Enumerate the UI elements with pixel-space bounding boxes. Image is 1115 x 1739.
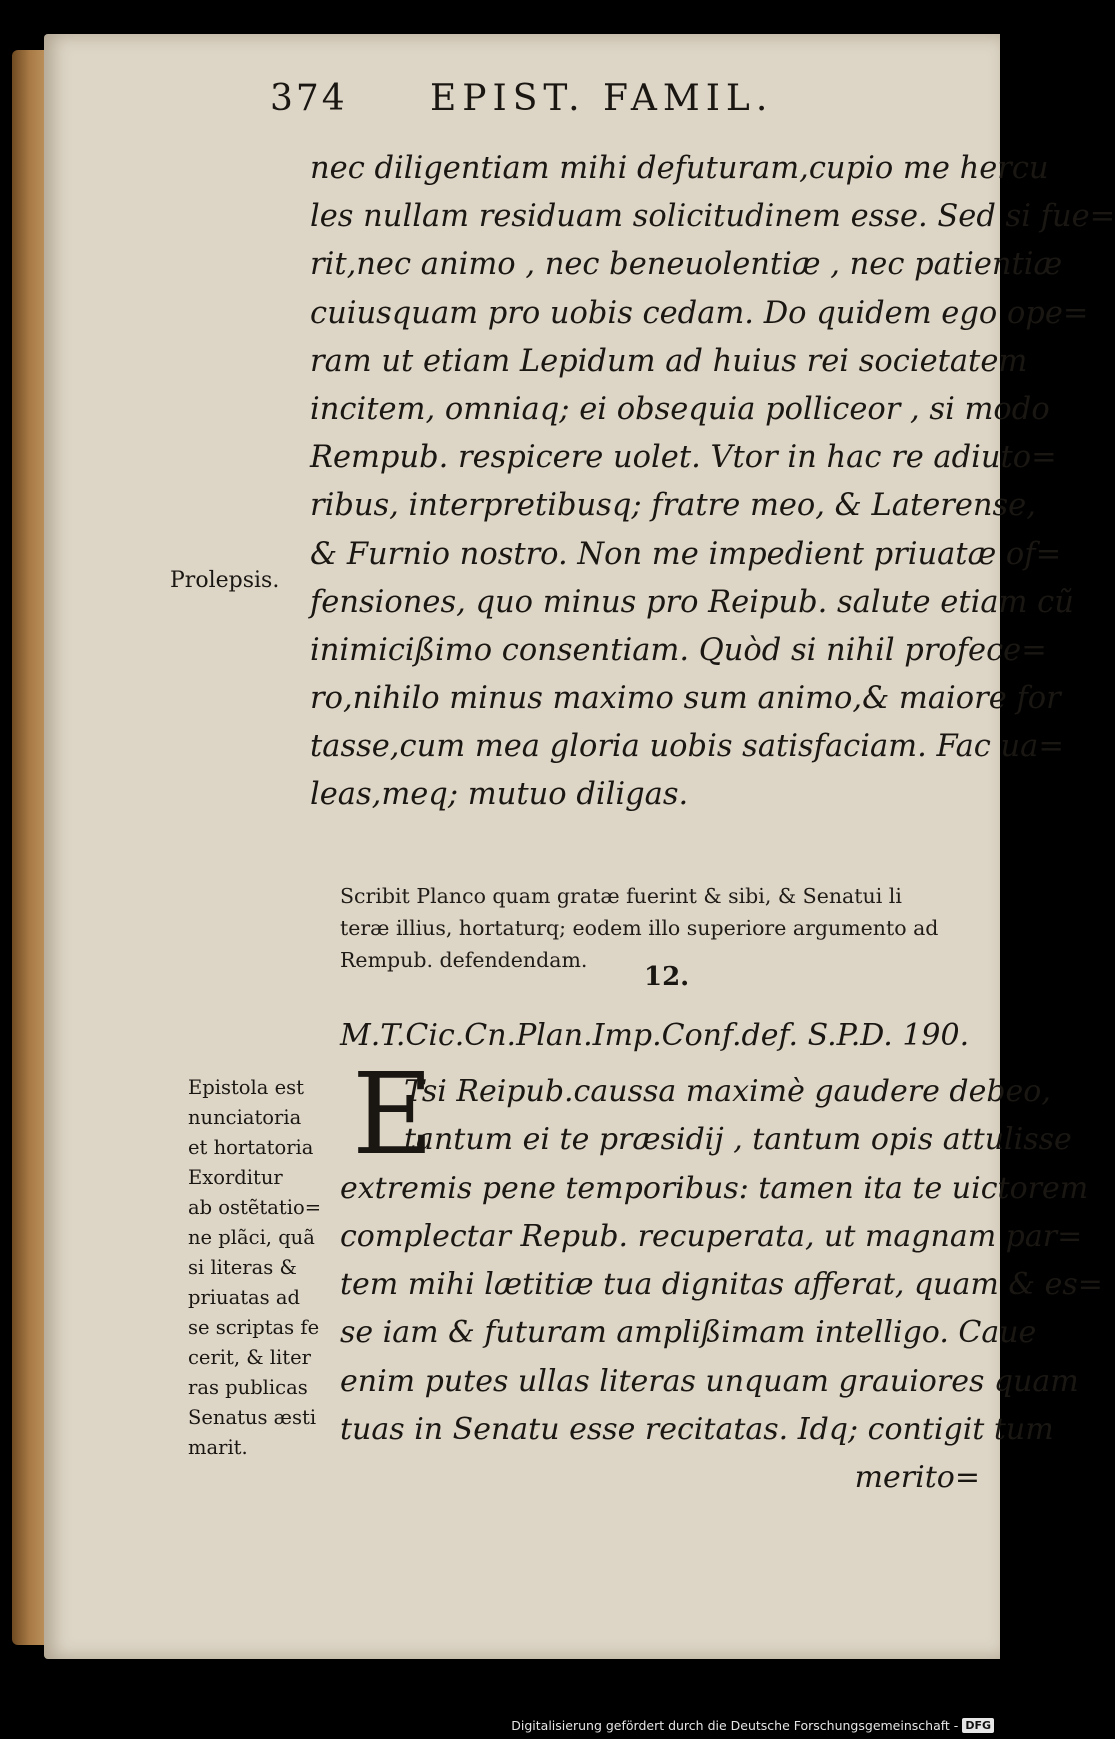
footer-text: Digitalisierung gefördert durch die Deutsche Forschungsgemeinschaft - <box>511 1718 959 1733</box>
running-head: EPIST. FAMIL. <box>430 78 774 119</box>
summary-line: Rempub. defendendam. <box>340 948 588 972</box>
margin-line: Exorditur <box>188 1166 283 1189</box>
text-line: enim putes ullas literas unquam grauiores quam <box>340 1363 1079 1399</box>
text-line: cuiusquam pro uobis cedam. Do quidem ego ope= <box>310 295 1089 331</box>
margin-note-letter <box>188 1073 338 1463</box>
page-number: 374 <box>270 78 348 119</box>
dfg-logo: DFG <box>962 1718 994 1733</box>
margin-line: nunciatoria <box>188 1106 302 1129</box>
text-line: tasse,cum mea gloria uobis satisfaciam. Fac ua= <box>310 729 1064 765</box>
text-line: incitem, omniaq; ei obsequia polliceor , si modo <box>310 391 1050 427</box>
margin-line: Epistola est <box>188 1076 304 1099</box>
summary-line: Scribit Planco quam gratæ fuerint & sibi, & Senatui li <box>340 884 902 908</box>
text-line: tantum ei te præsidij , tantum opis attulisse <box>404 1122 1072 1158</box>
main-text-block <box>310 145 1115 820</box>
text-line: ribus, interpretibusq; fratre meo, & Laterense, <box>310 488 1036 524</box>
text-line: tuas in Senatu esse recitatas. Idq; contigit tum <box>340 1412 1054 1448</box>
letter-number: 12. <box>644 962 690 992</box>
text-line: complectar Repub. recuperata, ut magnam par= <box>340 1218 1083 1254</box>
text-line: inimicißimo consentiam. Quòd si nihil profece= <box>310 632 1047 668</box>
margin-line: ab ostẽtatio= <box>188 1196 322 1219</box>
digitization-footer <box>511 1718 994 1733</box>
margin-line: priuatas ad <box>188 1286 301 1309</box>
text-line: Rempub. respicere uolet. Vtor in hac re adiuto= <box>310 440 1057 476</box>
text-line: ro,nihilo minus maximo sum animo,& maiore for <box>310 681 1061 717</box>
text-line: & Furnio nostro. Non me impedient priuatæ of= <box>310 536 1062 572</box>
letter-address: M.T.Cic.Cn.Plan.Imp.Conf.def. S.P.D. 190. <box>340 1018 970 1053</box>
text-line: leas,meq; mutuo diligas. <box>310 777 689 813</box>
text-line: extremis pene temporibus: tamen ita te uictorem <box>340 1170 1089 1206</box>
margin-line: ne plãci, quã <box>188 1226 315 1249</box>
text-line: nec diligentiam mihi defuturam,cupio me hercu <box>310 151 1049 186</box>
margin-line: se scriptas fe <box>188 1316 320 1339</box>
text-line: ram ut etiam Lepidum ad huius rei societatem <box>310 343 1028 379</box>
margin-line: si literas & <box>188 1256 297 1279</box>
margin-line: Senatus æsti <box>188 1406 317 1429</box>
letter-text-block <box>340 1068 1103 1503</box>
margin-note-prolepsis: Prolepsis. <box>170 568 280 593</box>
margin-line: ras publicas <box>188 1376 308 1399</box>
text-line: tem mihi lætitiæ tua dignitas afferat, quam & es= <box>340 1267 1103 1303</box>
summary-line: teræ illius, hortaturq; eodem illo superiore argumento ad <box>340 916 939 940</box>
text-line: fensiones, quo minus pro Reipub. salute etiam cũ <box>310 584 1074 620</box>
margin-line: marit. <box>188 1436 248 1459</box>
text-line: Tsi Reipub.caussa maximè gaudere debeo, <box>404 1074 1051 1109</box>
page-header <box>270 78 820 130</box>
margin-line: et hortatoria <box>188 1136 314 1159</box>
margin-line: cerit, & liter <box>188 1346 311 1369</box>
drop-cap: E <box>352 1050 434 1180</box>
text-line: les nullam residuam solicitudinem esse. Sed si fue= <box>310 199 1115 235</box>
catchword: merito= <box>854 1460 980 1496</box>
text-line: se iam & futuram amplißimam intelligo. Caue <box>340 1315 1037 1351</box>
text-line: rit,nec animo , nec beneuolentiæ , nec patientiæ <box>310 247 1063 283</box>
